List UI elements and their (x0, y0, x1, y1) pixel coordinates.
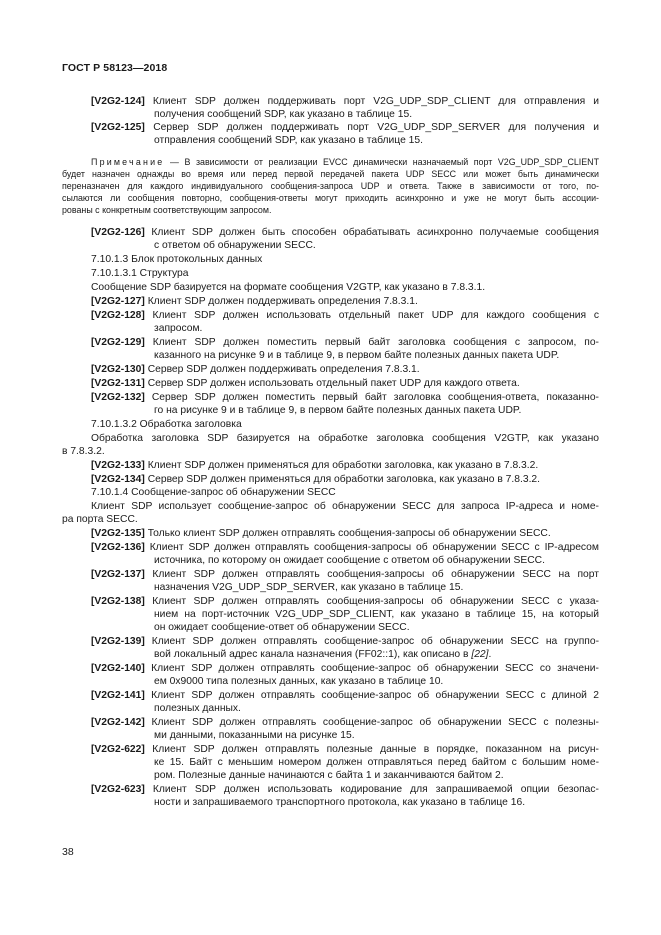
req-tag: [V2G2-126] (91, 227, 145, 238)
req-text: Клиент SDP должен поддерживать порт V2G_UDP_SDP_CLIENT для отправления и (152, 96, 599, 107)
req-text: Клиент SDP должен использовать отдельный пакет UDP для каждого сообщения с (152, 310, 599, 321)
req-line: ем 0x9000 типа полезных данных, как указано в таблице 10. (154, 676, 444, 687)
req-line: полезных данных. (154, 703, 241, 714)
note-label: Примечание (91, 157, 165, 167)
req-tag: [V2G2-124] (91, 96, 145, 107)
req-text: вой локальный адрес канала назначения (FF02::1), как описано в (154, 649, 472, 660)
req-line: ром. Полезные данные начинаются с байта 1 и заканчиваются байтом 2. (154, 770, 504, 781)
section-heading: 7.10.1.4 Сообщение-запрос об обнаружении SECC (91, 487, 336, 498)
note-line (91, 157, 599, 169)
req-tag: [V2G2-133] (91, 460, 145, 471)
page-number: 38 (62, 846, 74, 858)
req-line (91, 568, 599, 581)
req-tag: [V2G2-125] (91, 122, 145, 133)
req-tag: [V2G2-128] (91, 310, 145, 321)
req-text: Сервер SDP должен применяться для обработки заголовка, как указано в 7.8.3.2. (147, 474, 541, 485)
req-text: Клиент SDP должен отправлять полезные данные в порядке, показанном на рисун- (152, 744, 599, 755)
req-text: Сервер SDP должен использовать отдельный пакет UDP для каждого ответа. (147, 378, 520, 389)
req-line (91, 309, 599, 322)
req-text: Клиент SDP должен отправлять сообщение-запрос об обнаружении SECC на группо- (151, 636, 599, 647)
paragraph: ра порта SECC. (62, 514, 138, 525)
req-line (91, 541, 599, 554)
req-line: с ответом об обнаружении SECC. (154, 240, 316, 251)
req-tag: [V2G2-130] (91, 364, 145, 375)
req-tag: [V2G2-136] (91, 542, 145, 553)
req-line: источника, по которому он ожидает сообщение с ответом об обнаружении SECC. (154, 555, 545, 566)
req-tag: [V2G2-137] (91, 569, 145, 580)
req-line: он ожидает сообщение-ответ об обнаружении SECC. (154, 622, 410, 633)
req-text: Клиент SDP должен применяться для обработки заголовка, как указано в 7.8.3.2. (147, 460, 539, 471)
req-line (154, 648, 491, 661)
req-line (91, 783, 599, 796)
req-tag: [V2G2-139] (91, 636, 145, 647)
req-line (91, 635, 599, 648)
req-line: ности и запрашиваемого транспортного протокола, как указано в таблице 16. (154, 797, 526, 808)
req-text: . (488, 649, 492, 660)
note-line: переназначен для каждого индивидуального сообщения-запроса UDP и ответа. Также в зависимости от того, по- (62, 181, 599, 191)
req-text: Сервер SDP должен поместить первый байт заголовка сообщения-ответа, показанно- (151, 392, 599, 403)
req-tag: [V2G2-140] (91, 663, 145, 674)
req-line: назначения V2G_UDP_SDP_SERVER, как указано в таблице 15. (154, 582, 464, 593)
req-text: Клиент SDP должен отправлять сообщение-запрос об обнаружении SECC с длиной 2 (151, 690, 599, 701)
req-line (91, 689, 599, 702)
req-tag: [V2G2-129] (91, 337, 145, 348)
req-text: Клиент SDP должен быть способен обрабатывать асинхронно получаемые сообщения (151, 227, 599, 238)
section-heading: 7.10.1.3.1 Структура (91, 268, 189, 279)
req-line (91, 473, 540, 486)
req-text: Клиент SDP должен использовать кодирование для запрашиваемой опции безопас- (152, 784, 599, 795)
note-line: сылаются ли сообщения повторно, сообщения-ответы могут приходить асинхронно и уже не могут быть ассоции- (62, 193, 599, 203)
req-line (91, 121, 599, 134)
req-line (91, 336, 599, 349)
req-tag: [V2G2-142] (91, 717, 145, 728)
note-text: — В зависимости от реализации EVCC динамически назначаемый порт V2G_UDP_SDP_CLIENT (164, 157, 599, 167)
req-text: Только клиент SDP должен отправлять сообщения-запросы об обнаружении SECC. (147, 528, 551, 539)
document-header: ГОСТ Р 58123—2018 (62, 62, 168, 74)
req-text: Сервер SDP должен поддерживать определения 7.8.3.1. (147, 364, 420, 375)
req-line: ми данными, показанными на рисунке 15. (154, 730, 355, 741)
req-text: Клиент SDP должен отправлять сообщения-запросы об обнаружении SECC на порт (152, 569, 599, 580)
req-text: Сервер SDP должен поддерживать порт V2G_UDP_SDP_SERVER для получения и (153, 122, 599, 133)
req-line: го на рисунке 9 и в таблице 9, в первом байте полезных данных пакета UDP. (154, 405, 522, 416)
req-line: нием на порт-источник V2G_UDP_SDP_CLIENT, как указано в таблице 15, на который (154, 609, 599, 620)
req-text: Клиент SDP должен поместить первый байт заголовка сообщения с запросом, по- (152, 337, 599, 348)
req-tag: [V2G2-138] (91, 596, 145, 607)
req-text: Клиент SDP должен отправлять сообщения-запросы об обнаружении SECC с IP-адресом (149, 542, 599, 553)
req-text: Клиент SDP должен поддерживать определения 7.8.3.1. (147, 296, 418, 307)
req-line: запросом. (154, 323, 203, 334)
req-tag: [V2G2-127] (91, 296, 145, 307)
req-line (91, 295, 418, 308)
req-tag: [V2G2-131] (91, 378, 145, 389)
section-heading: 7.10.1.3 Блок протокольных данных (91, 254, 263, 265)
section-heading: 7.10.1.3.2 Обработка заголовка (91, 419, 242, 430)
paragraph: Обработка заголовка SDP базируется на обработке заголовка сообщения V2GTP, как указано (91, 433, 599, 444)
req-tag: [V2G2-132] (91, 392, 145, 403)
req-tag: [V2G2-141] (91, 690, 145, 701)
note-line: рованы с конкретным соответствующим запросом. (62, 205, 272, 215)
req-line (91, 743, 599, 756)
req-tag: [V2G2-623] (91, 784, 145, 795)
req-line (91, 226, 599, 239)
req-line (91, 716, 599, 729)
req-line: ке 15. Байт с меньшим номером должен отправляться перед байтом с большим номе- (154, 757, 599, 768)
req-tag: [V2G2-622] (91, 744, 145, 755)
req-line (91, 662, 599, 675)
req-line (91, 595, 599, 608)
req-line (91, 95, 599, 108)
note-line: будет назначен однажды во время или перед первой передачей пакета UDP SECC или может быть динамически (62, 169, 599, 179)
reference-link[interactable]: [22] (471, 649, 489, 660)
paragraph: в 7.8.3.2. (62, 446, 105, 457)
req-tag: [V2G2-134] (91, 474, 145, 485)
req-text: Клиент SDP должен отправлять сообщение-запрос об обнаружении SECC с полезны- (151, 717, 599, 728)
req-line (91, 377, 520, 390)
req-line (91, 527, 551, 540)
paragraph: Клиент SDP использует сообщение-запрос об обнаружении SECC для запроса IP-адреса и номе- (91, 501, 599, 512)
req-tag: [V2G2-135] (91, 528, 145, 539)
req-text: Клиент SDP должен отправлять сообщение-запрос об обнаружении SECC со значени- (151, 663, 599, 674)
req-line: отправления сообщений SDP, как указано в таблице 15. (154, 135, 423, 146)
req-line: получения сообщений SDP, как указано в таблице 15. (154, 109, 413, 120)
req-line: казанного на рисунке 9 и в таблице 9, в первом байте полезных данных пакета UDP. (154, 350, 560, 361)
paragraph: Сообщение SDP базируется на формате сообщения V2GTP, как указано в 7.8.3.1. (91, 282, 486, 293)
req-line (91, 459, 538, 472)
req-line (91, 363, 420, 376)
req-text: Клиент SDP должен отправлять сообщения-запросы об обнаружении SECC с указа- (152, 596, 599, 607)
req-line (91, 391, 599, 404)
